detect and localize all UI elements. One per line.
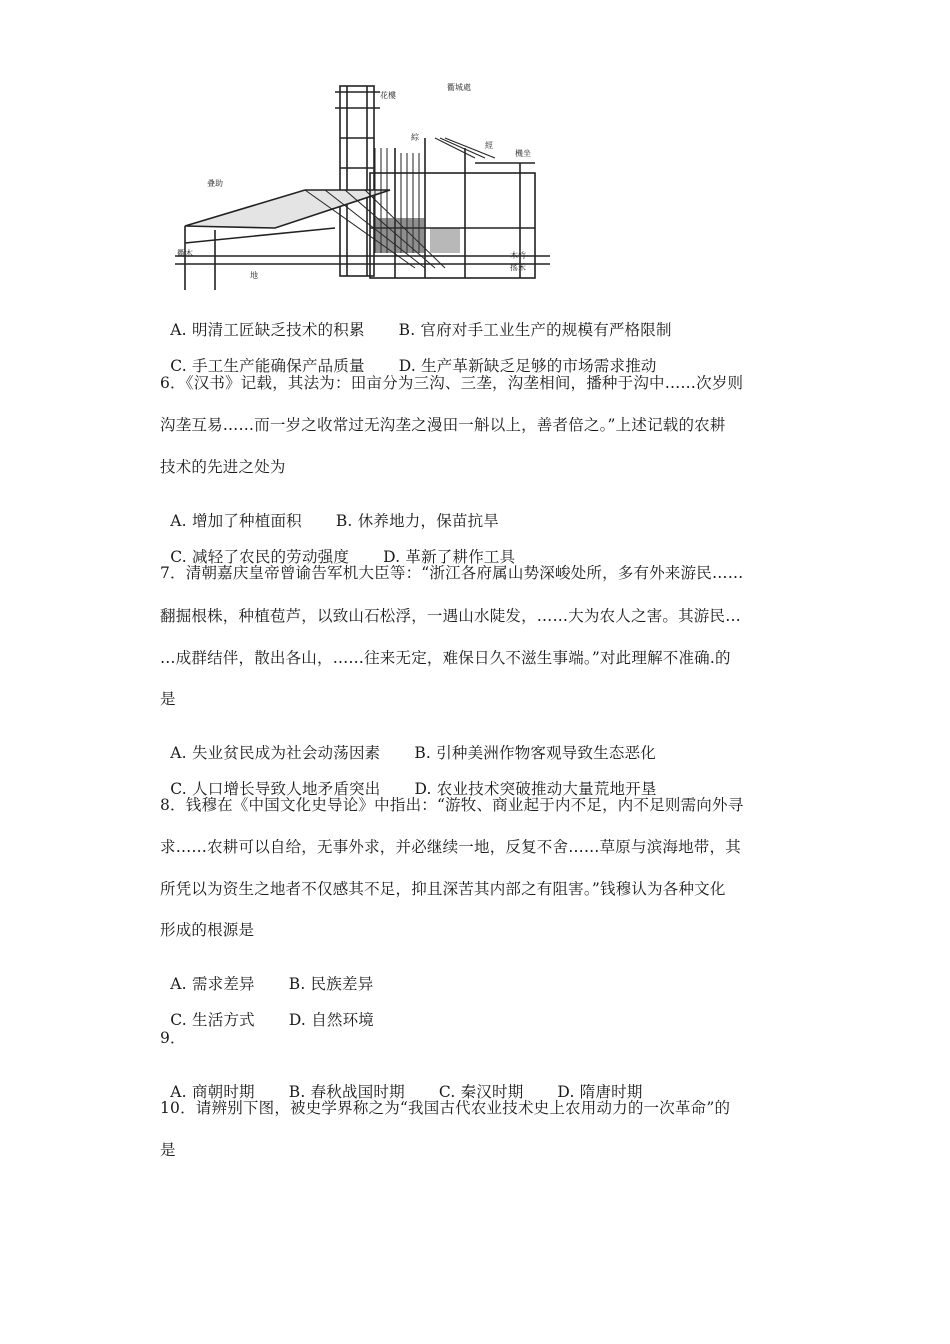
q5-option-c[interactable]: C. 手工生产能确保产品质量 bbox=[170, 357, 365, 375]
q8-stem-line-3: 所凭以为资生之地者不仅感其不足，抑且深苦其内部之有阻害。”钱穆认为各种文化 bbox=[160, 880, 726, 898]
q6-option-d[interactable]: D. 革新了耕作工具 bbox=[383, 548, 516, 566]
q6-option-a[interactable]: A. 增加了种植面积 bbox=[170, 512, 302, 530]
q7-options-row-1 bbox=[160, 723, 656, 763]
svg-text:衢城處: 衢城處 bbox=[447, 83, 471, 92]
q8-option-d[interactable]: D. 自然环境 bbox=[288, 1011, 375, 1029]
q10-stem-line-1: 10．请辨别下图，被史学界称之为“我国古代农业技术史上农用动力的一次革命”的 bbox=[160, 1099, 731, 1117]
svg-text:叠助: 叠助 bbox=[207, 179, 223, 188]
q8-option-a[interactable]: A. 需求差异 bbox=[170, 975, 255, 993]
q7-option-b[interactable]: B. 引种美洲作物客观导致生态恶化 bbox=[414, 744, 657, 762]
q10-stem-line-2: 是 bbox=[160, 1141, 176, 1159]
q9-option-c[interactable]: C. 秦汉时期 bbox=[438, 1083, 524, 1101]
q9-option-d[interactable]: D. 隋唐时期 bbox=[557, 1083, 643, 1101]
q6-stem-line-1: 6．《汉书》记载，其法为：田亩分为三沟、三垄，沟垄相间，播种于沟中……次岁则 bbox=[160, 374, 744, 392]
q5-options-row-1 bbox=[160, 300, 672, 340]
q6-stem-line-2: 沟垄互易……而一岁之收常过无沟垄之漫田一斛以上，善者倍之。”上述记载的农耕 bbox=[160, 416, 726, 434]
svg-text:木竹: 木竹 bbox=[510, 251, 526, 260]
q5-option-b[interactable]: B. 官府对手工业生产的规模有严格限制 bbox=[398, 321, 672, 339]
svg-text:經: 經 bbox=[485, 141, 493, 150]
q8-stem-line-2: 求……农耕可以自给，无事外求，并必继续一地，反复不舍……草原与滨海地带，其 bbox=[160, 838, 741, 856]
q6-option-b[interactable]: B. 休养地力，保苗抗旱 bbox=[335, 512, 500, 530]
q9-option-b[interactable]: B. 春秋战国时期 bbox=[288, 1083, 405, 1101]
q7-stem-line-4: 是 bbox=[160, 690, 176, 708]
q9-option-a[interactable]: A. 商朝时期 bbox=[170, 1083, 255, 1101]
q9-options-row bbox=[160, 1062, 643, 1102]
q7-stem-line-1: 7．清朝嘉庆皇帝曾谕告军机大臣等：“浙江各府属山势深峻处所，多有外来游民…… bbox=[160, 564, 744, 582]
q8-options-row-1 bbox=[160, 954, 373, 994]
q5-option-a[interactable]: A. 明清工匠缺乏技术的积累 bbox=[170, 321, 365, 339]
q7-stem-line-2: 翻掘根株，种植苞芦，以致山石松浮，一遇山水陡发，……大为农人之害。其游民… bbox=[160, 607, 741, 625]
q6-option-c[interactable]: C. 减轻了农民的劳动强度 bbox=[170, 548, 350, 566]
q5-option-d[interactable]: D. 生产革新缺乏足够的市场需求推动 bbox=[398, 357, 657, 375]
svg-text:搖禾: 搖禾 bbox=[510, 263, 526, 272]
q6-stem-line-3: 技术的先进之处为 bbox=[160, 458, 286, 476]
q7-options-row-2 bbox=[160, 759, 657, 799]
svg-text:衢木: 衢木 bbox=[177, 249, 193, 258]
q8-option-c[interactable]: C. 生活方式 bbox=[170, 1011, 255, 1029]
svg-text:綜: 綜 bbox=[411, 133, 419, 142]
svg-text:花樓: 花樓 bbox=[380, 91, 396, 100]
svg-text:機坐: 機坐 bbox=[515, 149, 531, 158]
q7-option-c[interactable]: C. 人口增长导致人地矛盾突出 bbox=[170, 780, 381, 798]
loom-illustration-icon bbox=[175, 78, 550, 290]
q5-options-row-2 bbox=[160, 336, 657, 376]
q8-option-b[interactable]: B. 民族差异 bbox=[288, 975, 374, 993]
q8-options-row-2 bbox=[160, 990, 374, 1030]
q7-option-a[interactable]: A. 失业贫民成为社会动荡因素 bbox=[170, 744, 381, 762]
q8-stem-line-4: 形成的根源是 bbox=[160, 921, 255, 939]
svg-text:地: 地 bbox=[250, 271, 258, 280]
q8-stem-line-1: 8．钱穆在《中国文化史导论》中指出：“游牧、商业起于内不足，内不足则需向外寻 bbox=[160, 796, 744, 814]
q6-options-row-1 bbox=[160, 491, 499, 531]
q7-option-d[interactable]: D. 农业技术突破推动大量荒地开垦 bbox=[414, 780, 657, 798]
q6-options-row-2 bbox=[160, 527, 515, 567]
q7-stem-line-3: …成群结伴，散出各山，……往来无定，难保日久不滋生事端。”对此理解不准确.的 bbox=[160, 649, 731, 667]
q9-stem: 9． bbox=[160, 1029, 186, 1047]
